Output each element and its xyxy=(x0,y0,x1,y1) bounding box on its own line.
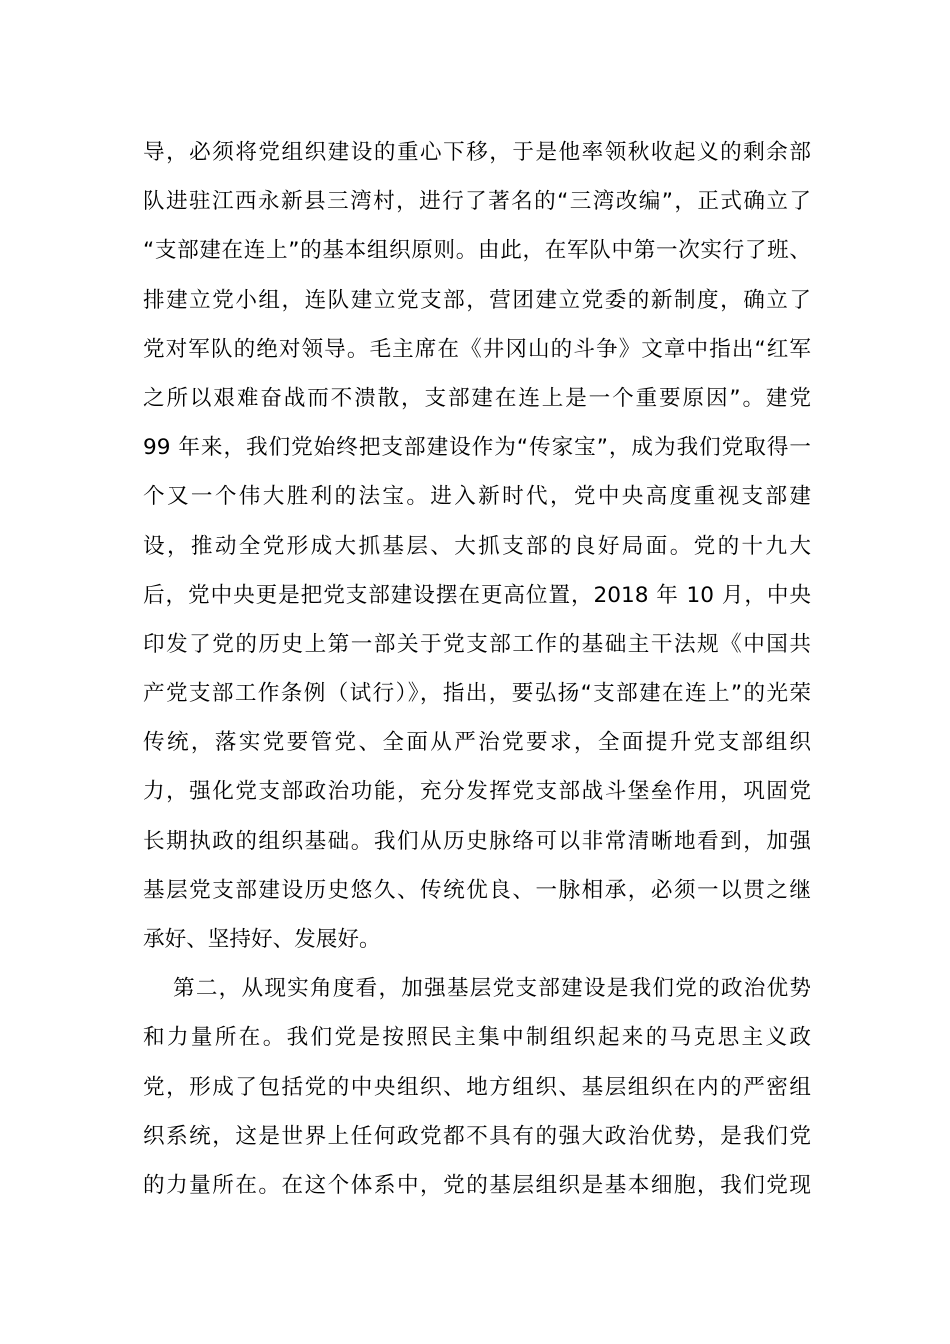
text-line: 导，必须将党组织建设的重心下移，于是他率领秋收起义的剩余部 xyxy=(143,140,811,165)
text-line: 第二，从现实角度看，加强基层党支部建设是我们党的政治优势 xyxy=(173,976,811,1002)
text-line: 织系统，这是世界上任何政党都不具有的强大政治优势，是我们党 xyxy=(143,1123,811,1149)
text-line: 产党支部工作条例（试行）》，指出，要弘扬“支部建在连上”的光荣 xyxy=(143,681,811,707)
text-line: 之所以艰难奋战而不溃散，支部建在连上是一个重要原因”。建党 xyxy=(143,385,811,411)
paragraph-history xyxy=(143,128,811,964)
text-line: 党，形成了包括党的中央组织、地方组织、基层组织在内的严密组 xyxy=(143,1074,811,1100)
text-line: 党对军队的绝对领导。毛主席在《井冈山的斗争》文章中指出“红军 xyxy=(143,336,811,362)
text-line: “支部建在连上”的基本组织原则。由此，在军队中第一次实行了班、 xyxy=(143,238,811,264)
text-line: 长期执政的组织基础。我们从历史脉络可以非常清晰地看到，加强 xyxy=(143,828,811,854)
text-line: 的力量所在。在这个体系中，党的基层组织是基本细胞，我们党现 xyxy=(143,1172,811,1198)
paragraph-reality xyxy=(143,964,811,1210)
text-line: 后，党中央更是把党支部建设摆在更高位置，2018 年 10 月，中央 xyxy=(143,582,811,608)
text-line: 队进驻江西永新县三湾村，进行了著名的“三湾改编”，正式确立了 xyxy=(143,189,811,215)
text-line: 99 年来，我们党始终把支部建设作为“传家宝”，成为我们党取得一 xyxy=(143,435,811,461)
text-line: 承好、坚持好、发展好。 xyxy=(143,927,381,952)
text-line: 基层党支部建设历史悠久、传统优良、一脉相承，必须一以贯之继 xyxy=(143,877,811,903)
text-line: 和力量所在。我们党是按照民主集中制组织起来的马克思主义政 xyxy=(143,1025,811,1051)
text-line: 设，推动全党形成大抓基层、大抓支部的良好局面。党的十九大 xyxy=(143,533,811,559)
text-line: 排建立党小组，连队建立党支部，营团建立党委的新制度，确立了 xyxy=(143,287,811,313)
text-line: 个又一个伟大胜利的法宝。进入新时代，党中央高度重视支部建 xyxy=(143,484,811,510)
text-line: 传统，落实党要管党、全面从严治党要求，全面提升党支部组织 xyxy=(143,730,811,756)
text-line: 力，强化党支部政治功能，充分发挥党支部战斗堡垒作用，巩固党 xyxy=(143,779,811,805)
text-line: 印发了党的历史上第一部关于党支部工作的基础主干法规《中国共 xyxy=(143,631,811,657)
document-body xyxy=(143,128,811,1210)
